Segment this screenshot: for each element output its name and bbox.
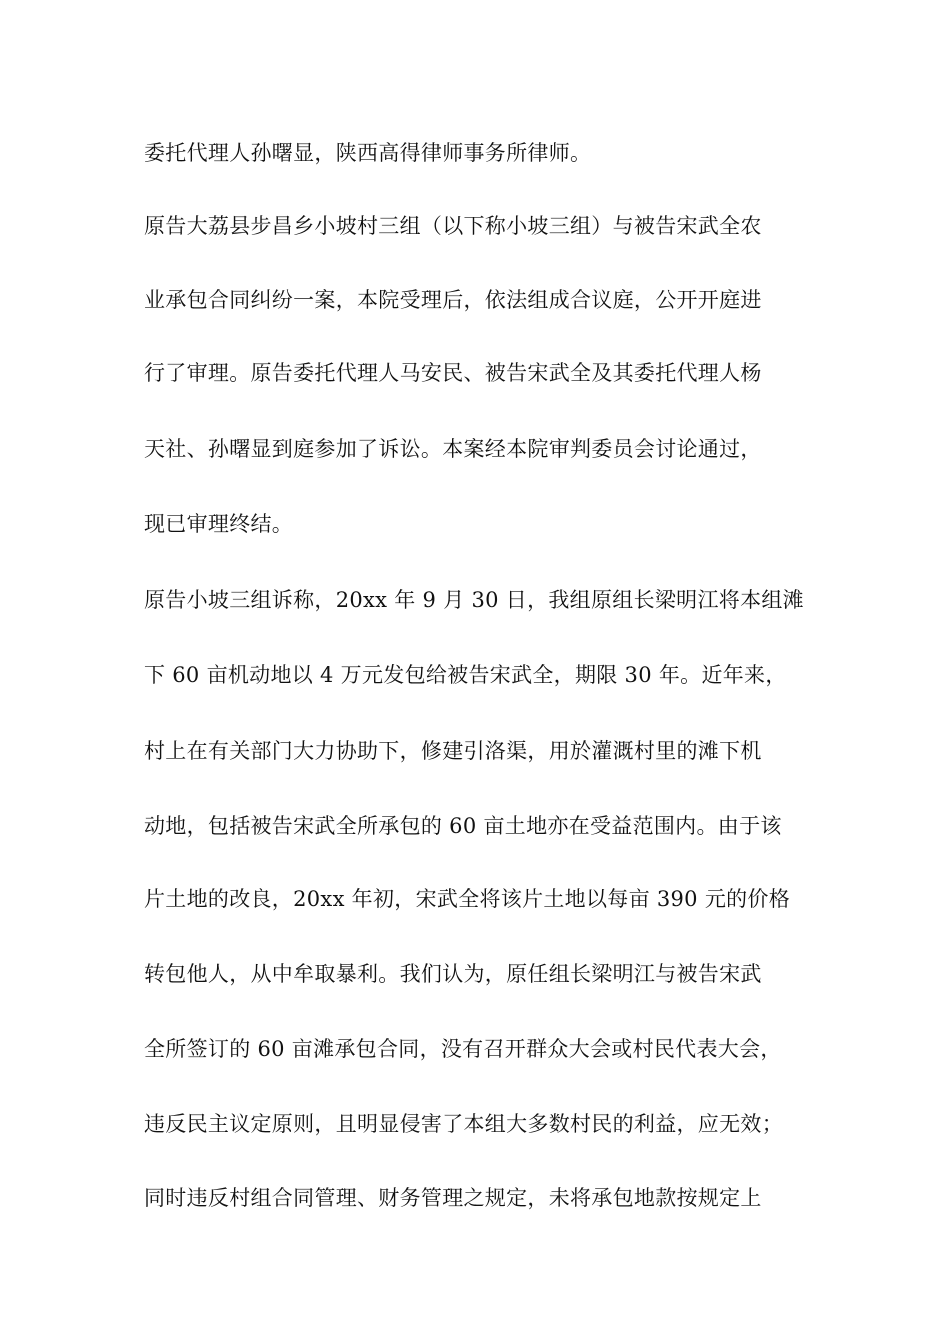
text-line: 村上在有关部门大力协助下，修建引洛渠，用於灌溉村里的滩下机 — [144, 739, 762, 763]
text-line: 天社、孙曙显到庭参加了诉讼。本案经本院审判委员会讨论通过， — [144, 437, 762, 461]
text-line: 片土地的改良，20xx 年初，宋武全将该片土地以每亩 390 元的价格 — [144, 887, 791, 911]
text-line: 违反民主议定原则，且明显侵害了本组大多数村民的利益，应无效； — [144, 1112, 783, 1136]
text-line: 下 60 亩机动地以 4 万元发包给被告宋武全，期限 30 年。近年来， — [144, 663, 787, 687]
text-line: 行了审理。原告委托代理人马安民、被告宋武全及其委托代理人杨 — [144, 361, 762, 385]
text-line: 全所签订的 60 亩滩承包合同，没有召开群众大会或村民代表大会， — [144, 1037, 782, 1061]
text-line: 原告小坡三组诉称，20xx 年 9 月 30 日，我组原组长梁明江将本组滩 — [144, 588, 804, 612]
text-line: 业承包合同纠纷一案，本院受理后，依法组成合议庭，公开开庭进 — [144, 288, 762, 312]
text-line: 委托代理人孙曙显，陕西高得律师事务所律师。 — [144, 141, 592, 165]
text-line: 同时违反村组合同管理、财务管理之规定，未将承包地款按规定上 — [144, 1186, 762, 1210]
text-line: 原告大荔县步昌乡小坡村三组（以下称小坡三组）与被告宋武全农 — [144, 214, 762, 238]
text-line: 动地，包括被告宋武全所承包的 60 亩土地亦在受益范围内。由于该 — [144, 814, 782, 838]
text-line: 现已审理终结。 — [144, 512, 294, 536]
text-line: 转包他人，从中牟取暴利。我们认为，原任组长梁明江与被告宋武 — [144, 962, 762, 986]
